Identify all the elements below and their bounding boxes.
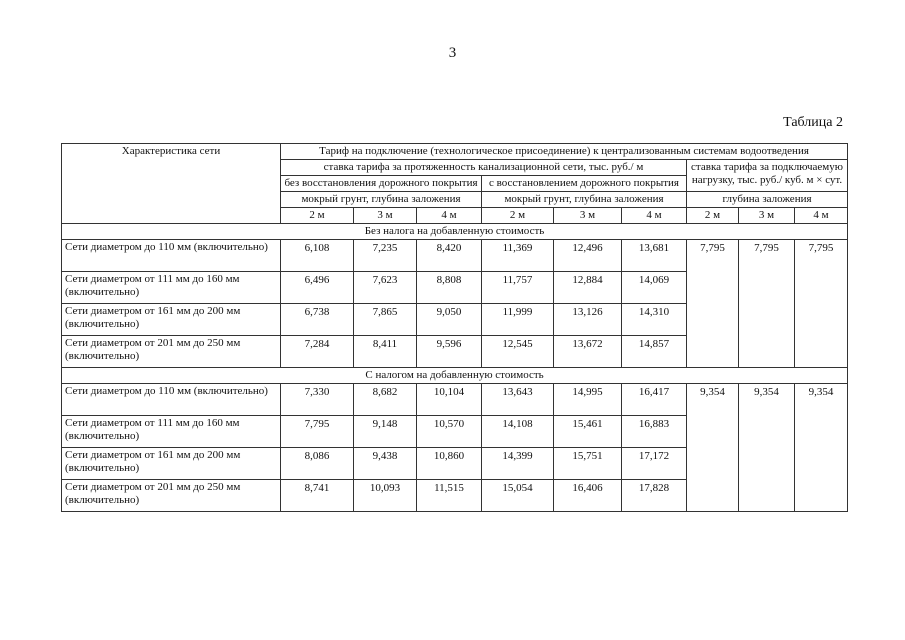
header-length-rate: ставка тарифа за протяженность канализационной сети, тыс. руб./ м [281, 160, 687, 176]
depth-cell: 2 м [482, 208, 554, 224]
value-cell: 7,330 [281, 384, 354, 416]
value-cell: 13,126 [554, 304, 622, 336]
value-cell: 14,399 [482, 448, 554, 480]
load-value-cell: 7,795 [739, 240, 795, 368]
depth-cell: 3 м [554, 208, 622, 224]
value-cell: 14,995 [554, 384, 622, 416]
value-cell: 15,751 [554, 448, 622, 480]
header-tariff: Тариф на подключение (технологическое присоединение) к централизованным системам водоотведения [281, 144, 848, 160]
value-cell: 10,104 [417, 384, 482, 416]
header-without-restoration: без восстановления дорожного покрытия [281, 176, 482, 192]
value-cell: 7,284 [281, 336, 354, 368]
value-cell: 11,999 [482, 304, 554, 336]
depth-cell: 3 м [354, 208, 417, 224]
value-cell: 17,828 [622, 480, 687, 512]
value-cell: 11,757 [482, 272, 554, 304]
row-label: Сети диаметром от 161 мм до 200 мм (включительно) [62, 304, 281, 336]
value-cell: 16,883 [622, 416, 687, 448]
value-cell: 12,884 [554, 272, 622, 304]
value-cell: 10,570 [417, 416, 482, 448]
tariff-table [61, 143, 848, 512]
row-label: Сети диаметром от 201 мм до 250 мм (включительно) [62, 336, 281, 368]
section-title: С налогом на добавленную стоимость [62, 368, 848, 384]
value-cell: 6,496 [281, 272, 354, 304]
value-cell: 8,411 [354, 336, 417, 368]
load-value-cell: 9,354 [687, 384, 739, 512]
value-cell: 8,808 [417, 272, 482, 304]
page-number: 3 [448, 45, 457, 61]
value-cell: 12,545 [482, 336, 554, 368]
value-cell: 9,438 [354, 448, 417, 480]
value-cell: 8,682 [354, 384, 417, 416]
value-cell: 14,857 [622, 336, 687, 368]
value-cell: 16,406 [554, 480, 622, 512]
depth-cell: 4 м [622, 208, 687, 224]
table-row [62, 384, 848, 416]
load-value-cell: 7,795 [795, 240, 848, 368]
value-cell: 9,596 [417, 336, 482, 368]
row-label: Сети диаметром от 111 мм до 160 мм (включительно) [62, 416, 281, 448]
value-cell: 14,310 [622, 304, 687, 336]
section-header-row [62, 368, 848, 384]
depth-cell: 4 м [795, 208, 848, 224]
table-body [62, 144, 848, 512]
row-label: Сети диаметром от 201 мм до 250 мм (включительно) [62, 480, 281, 512]
header-wet-soil-depth-a: мокрый грунт, глубина заложения [281, 192, 482, 208]
section-title: Без налога на добавленную стоимость [62, 224, 848, 240]
value-cell: 17,172 [622, 448, 687, 480]
value-cell: 15,461 [554, 416, 622, 448]
value-cell: 11,515 [417, 480, 482, 512]
value-cell: 8,741 [281, 480, 354, 512]
load-value-cell: 9,354 [739, 384, 795, 512]
value-cell: 10,860 [417, 448, 482, 480]
table-label: Таблица 2 [783, 115, 843, 130]
row-label: Сети диаметром до 110 мм (включительно) [62, 240, 281, 272]
value-cell: 14,108 [482, 416, 554, 448]
value-cell: 7,795 [281, 416, 354, 448]
row-label: Сети диаметром от 111 мм до 160 мм (включительно) [62, 272, 281, 304]
depth-cell: 3 м [739, 208, 795, 224]
value-cell: 13,672 [554, 336, 622, 368]
value-cell: 13,681 [622, 240, 687, 272]
value-cell: 16,417 [622, 384, 687, 416]
value-cell: 6,108 [281, 240, 354, 272]
value-cell: 7,623 [354, 272, 417, 304]
table-row [62, 240, 848, 272]
header-characteristic: Характеристика сети [62, 144, 281, 224]
load-value-cell: 7,795 [687, 240, 739, 368]
header-load-rate: ставка тарифа за подключаемую нагрузку, тыс. руб./ куб. м × сут. [687, 160, 848, 192]
value-cell: 13,643 [482, 384, 554, 416]
header-depth: глубина заложения [687, 192, 848, 208]
value-cell: 15,054 [482, 480, 554, 512]
row-label: Сети диаметром до 110 мм (включительно) [62, 384, 281, 416]
depth-cell: 2 м [281, 208, 354, 224]
load-value-cell: 9,354 [795, 384, 848, 512]
row-label: Сети диаметром от 161 мм до 200 мм (включительно) [62, 448, 281, 480]
header-wet-soil-depth-b: мокрый грунт, глубина заложения [482, 192, 687, 208]
value-cell: 11,369 [482, 240, 554, 272]
value-cell: 9,050 [417, 304, 482, 336]
section-header-row [62, 224, 848, 240]
value-cell: 10,093 [354, 480, 417, 512]
value-cell: 8,086 [281, 448, 354, 480]
value-cell: 7,235 [354, 240, 417, 272]
value-cell: 14,069 [622, 272, 687, 304]
value-cell: 9,148 [354, 416, 417, 448]
value-cell: 12,496 [554, 240, 622, 272]
value-cell: 6,738 [281, 304, 354, 336]
depth-cell: 4 м [417, 208, 482, 224]
value-cell: 8,420 [417, 240, 482, 272]
header-with-restoration: с восстановлением дорожного покрытия [482, 176, 687, 192]
depth-cell: 2 м [687, 208, 739, 224]
value-cell: 7,865 [354, 304, 417, 336]
